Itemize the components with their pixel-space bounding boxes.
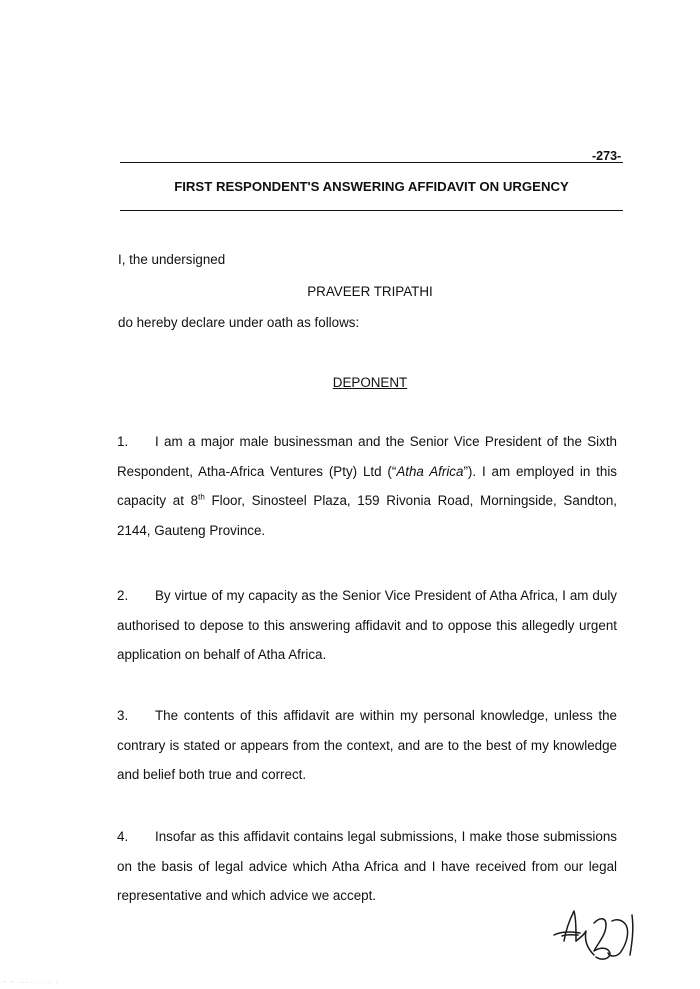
- paragraph-text: I am a major male businessman and the Senior Vice President of the Sixth: [155, 434, 617, 449]
- paragraph-line: [117, 858, 617, 888]
- paragraph-text: application on behalf of Atha Africa.: [117, 647, 327, 663]
- paragraph-text-part: Respondent, Atha-Africa Ventures (Pty) Ltd (“: [117, 463, 397, 479]
- section-heading: DEPONENT: [332, 375, 408, 390]
- paragraph-line: [117, 463, 617, 493]
- ordinal-suffix: th: [198, 492, 205, 502]
- paragraph-line: [117, 433, 617, 463]
- paragraph-text-part: Floor, Sinosteel Plaza, 159 Rivonia Road, Morningside, Sandton,: [204, 493, 618, 509]
- paragraph-4: [117, 828, 617, 917]
- paragraph-text: contrary is stated or appears from the context, and are to the best of my knowledge: [117, 737, 617, 753]
- paragraph-line: [117, 587, 617, 617]
- paragraph-text: 2144, Gauteng Province.: [117, 522, 266, 538]
- paragraph-line: [117, 737, 617, 767]
- handwritten-initials-icon: [550, 905, 640, 965]
- paragraph-text: authorised to depose to this answering affidavit and to oppose this allegedly urgent: [117, 617, 617, 633]
- undersigned-line: I, the undersigned: [118, 252, 226, 267]
- paragraph-text-part: ”). I am employed in this: [463, 463, 617, 479]
- declaration-line: do hereby declare under oath as follows:: [118, 315, 360, 330]
- paragraph-line: [117, 707, 617, 737]
- paragraph-line: [117, 887, 617, 917]
- paragraph-text: Insofar as this affidavit contains legal submissions, I make those submissions: [155, 829, 617, 844]
- paragraph-line: [117, 766, 617, 796]
- scan-artifact-marks: - - ..... . . .: [4, 979, 60, 985]
- document-title: FIRST RESPONDENT'S ANSWERING AFFIDAVIT ON URGENCY: [174, 179, 569, 194]
- defined-term: Atha Africa: [396, 463, 464, 479]
- paragraph-line: [117, 492, 617, 522]
- paragraph-text-part: capacity at 8: [117, 493, 199, 509]
- paragraph-number: 3.: [117, 708, 129, 723]
- paragraph-text: and belief both true and correct.: [117, 767, 307, 783]
- paragraph-1: [117, 433, 617, 551]
- top-rule: [120, 162, 623, 163]
- paragraph-2: [117, 587, 617, 676]
- deponent-name: PRAVEER TRIPATHI: [307, 284, 433, 299]
- paragraph-line: [117, 617, 617, 647]
- paragraph-line: [117, 522, 617, 552]
- paragraph-3: [117, 707, 617, 796]
- paragraph-text: By virtue of my capacity as the Senior Vice President of Atha Africa, I am duly: [155, 588, 617, 603]
- bottom-rule: [120, 210, 623, 211]
- paragraph-text: representative and which advice we accept.: [117, 888, 377, 904]
- paragraph-number: 4.: [117, 829, 129, 844]
- paragraph-line: [117, 828, 617, 858]
- paragraph-number: 1.: [117, 434, 129, 449]
- paragraph-line: [117, 646, 617, 676]
- page-number: -273-: [592, 149, 622, 163]
- paragraph-text: on the basis of legal advice which Atha Africa and I have received from our legal: [117, 858, 617, 874]
- paragraph-number: 2.: [117, 588, 129, 603]
- paragraph-text: The contents of this affidavit are within my personal knowledge, unless the: [155, 708, 617, 723]
